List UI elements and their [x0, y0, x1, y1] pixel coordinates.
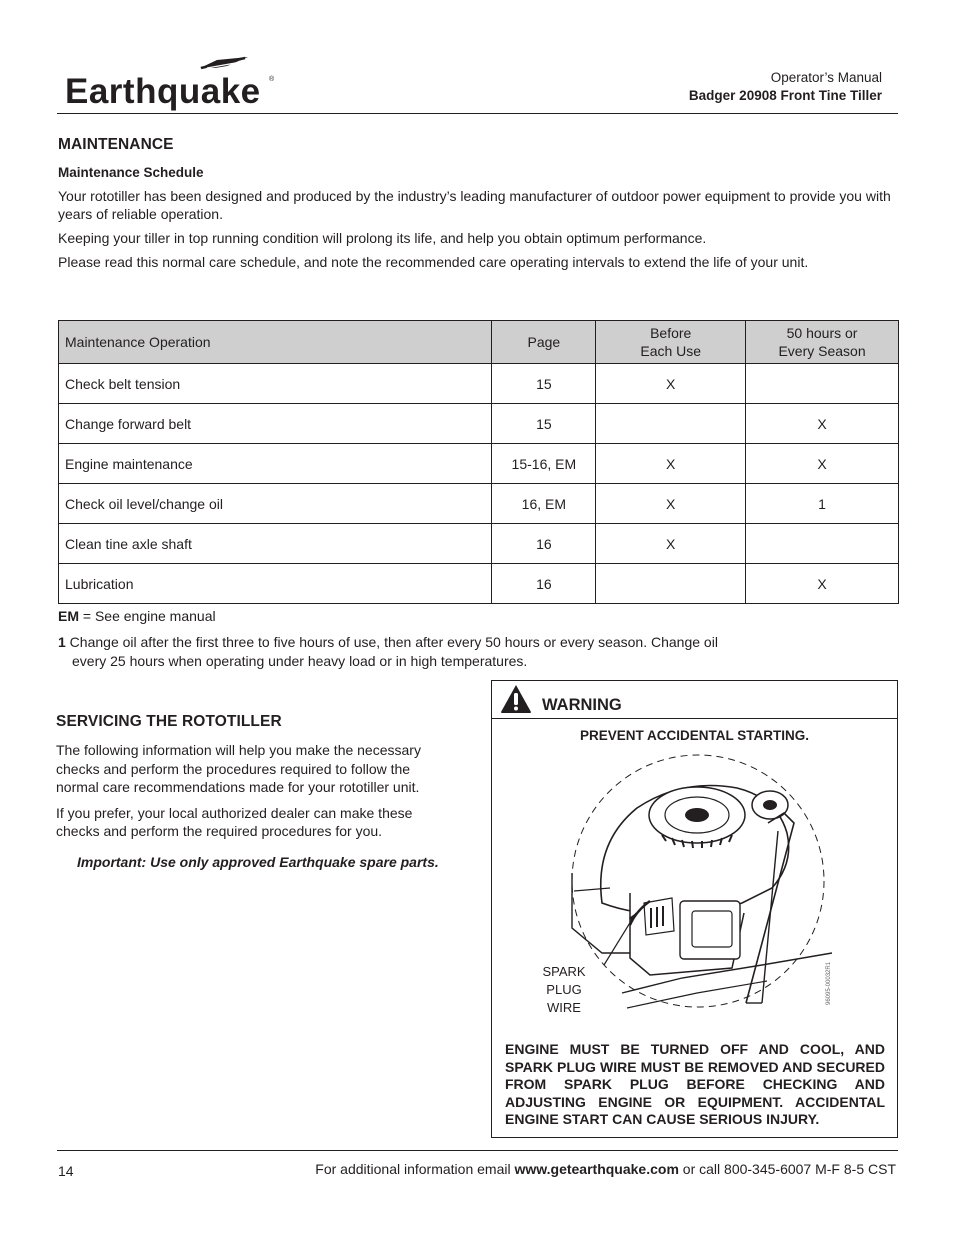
hours-cell: X	[746, 564, 899, 604]
earthquake-logo	[65, 54, 280, 112]
footnote-line-2: every 25 hours when operating under heavy load or in high temperatures.	[72, 653, 528, 669]
header-before-each-use: Before Each Use	[596, 321, 746, 364]
website-link[interactable]: www.getearthquake.com	[514, 1161, 679, 1177]
footer-divider	[57, 1150, 898, 1151]
spark-plug-wire-callout: SPARK PLUG WIRE	[542, 964, 586, 1015]
servicing-paragraph: If you prefer, your local authorized dealer can make these checks and perform the required procedures for you.	[56, 804, 413, 839]
servicing-title: SERVICING THE ROTOTILLER	[56, 713, 282, 730]
operation-cell: Clean tine axle shaft	[59, 524, 492, 564]
table-row	[59, 404, 899, 444]
hours-cell: 1	[746, 484, 899, 524]
table-header-row	[59, 321, 899, 364]
page-cell: 16, EM	[492, 484, 596, 524]
em-key: EM	[58, 608, 79, 624]
em-text: = See engine manual	[79, 608, 216, 624]
table-row	[59, 484, 899, 524]
page-cell: 15	[492, 364, 596, 404]
header-50-hours: 50 hours or Every Season	[746, 321, 899, 364]
before-cell: X	[596, 444, 746, 484]
before-cell	[596, 564, 746, 604]
operation-cell: Lubrication	[59, 564, 492, 604]
header-operation: Maintenance Operation	[59, 321, 492, 364]
servicing-text	[56, 741, 451, 848]
operation-cell: Check oil level/change oil	[59, 484, 492, 524]
page-cell: 15	[492, 404, 596, 444]
intro-paragraph: Your rototiller has been designed and produced by the industry’s leading manufacturer of outdoor power equipment to provide you with years of reliable operation.	[58, 188, 891, 222]
table-row	[59, 524, 899, 564]
table-row	[59, 364, 899, 404]
svg-text:Earthquake: Earthquake	[65, 72, 261, 111]
maintenance-intro	[58, 188, 898, 278]
maintenance-title: MAINTENANCE	[58, 136, 174, 153]
footnote-1	[58, 633, 758, 671]
warning-triangle-icon	[500, 684, 532, 714]
intro-paragraph: Please read this normal care schedule, and note the recommended care operating intervals to extend the life of your unit.	[58, 253, 809, 270]
page-header	[57, 52, 898, 114]
hours-cell: X	[746, 404, 899, 444]
before-cell	[596, 404, 746, 444]
table-row	[59, 444, 899, 484]
page-number: 14	[58, 1163, 74, 1179]
servicing-paragraph: The following information will help you make the necessary checks and perform the procedures required to follow the normal care recommendations made for your rototiller unit.	[56, 742, 421, 795]
operation-cell: Change forward belt	[59, 404, 492, 444]
page-cell: 16	[492, 524, 596, 564]
warning-header	[492, 681, 897, 719]
operation-cell: Engine maintenance	[59, 444, 492, 484]
warning-box	[491, 680, 898, 1138]
important-note: Important: Use only approved Earthquake spare parts.	[77, 854, 439, 870]
page-cell: 15-16, EM	[492, 444, 596, 484]
warning-label: WARNING	[542, 696, 622, 714]
hours-cell	[746, 524, 899, 564]
svg-text:®: ®	[269, 76, 275, 83]
warning-body: ENGINE MUST BE TURNED OFF AND COOL, AND SPARK PLUG WIRE MUST BE REMOVED AND SECURED FROM SPARK PLUG BEFORE CHECKING AND ADJUSTING ENGINE OR EQUIPMENT. ACCIDENTAL ENGINE START CAN CAUSE SERIOUS INJURY.	[505, 1041, 885, 1127]
figure-code: 96095-00032R1	[826, 961, 832, 1005]
footnote-key: 1	[58, 634, 66, 650]
model-name: Badger 20908 Front Tine Tiller	[688, 88, 882, 103]
footnote-line-1: Change oil after the first three to five hours of use, then after every 50 hours or every season. Change oil	[65, 634, 718, 650]
before-cell: X	[596, 484, 746, 524]
maintenance-schedule-subtitle: Maintenance Schedule	[58, 165, 204, 180]
warning-subtitle: PREVENT ACCIDENTAL STARTING.	[579, 728, 809, 743]
operation-cell: Check belt tension	[59, 364, 492, 404]
page-cell: 16	[492, 564, 596, 604]
before-cell: X	[596, 364, 746, 404]
hours-cell: X	[746, 444, 899, 484]
manual-label: Operator’s Manual	[770, 70, 882, 85]
table-row	[59, 564, 899, 604]
before-cell: X	[596, 524, 746, 564]
em-note	[58, 608, 216, 624]
intro-paragraph: Keeping your tiller in top running condition will prolong its life, and help you obtain optimum performance.	[58, 229, 707, 246]
maintenance-schedule-table	[58, 320, 899, 604]
footer-contact: For additional information email www.getearthquake.com or call 800-345-6007 M-F 8-5 CST	[315, 1161, 896, 1177]
header-page: Page	[492, 321, 596, 364]
hours-cell	[746, 364, 899, 404]
